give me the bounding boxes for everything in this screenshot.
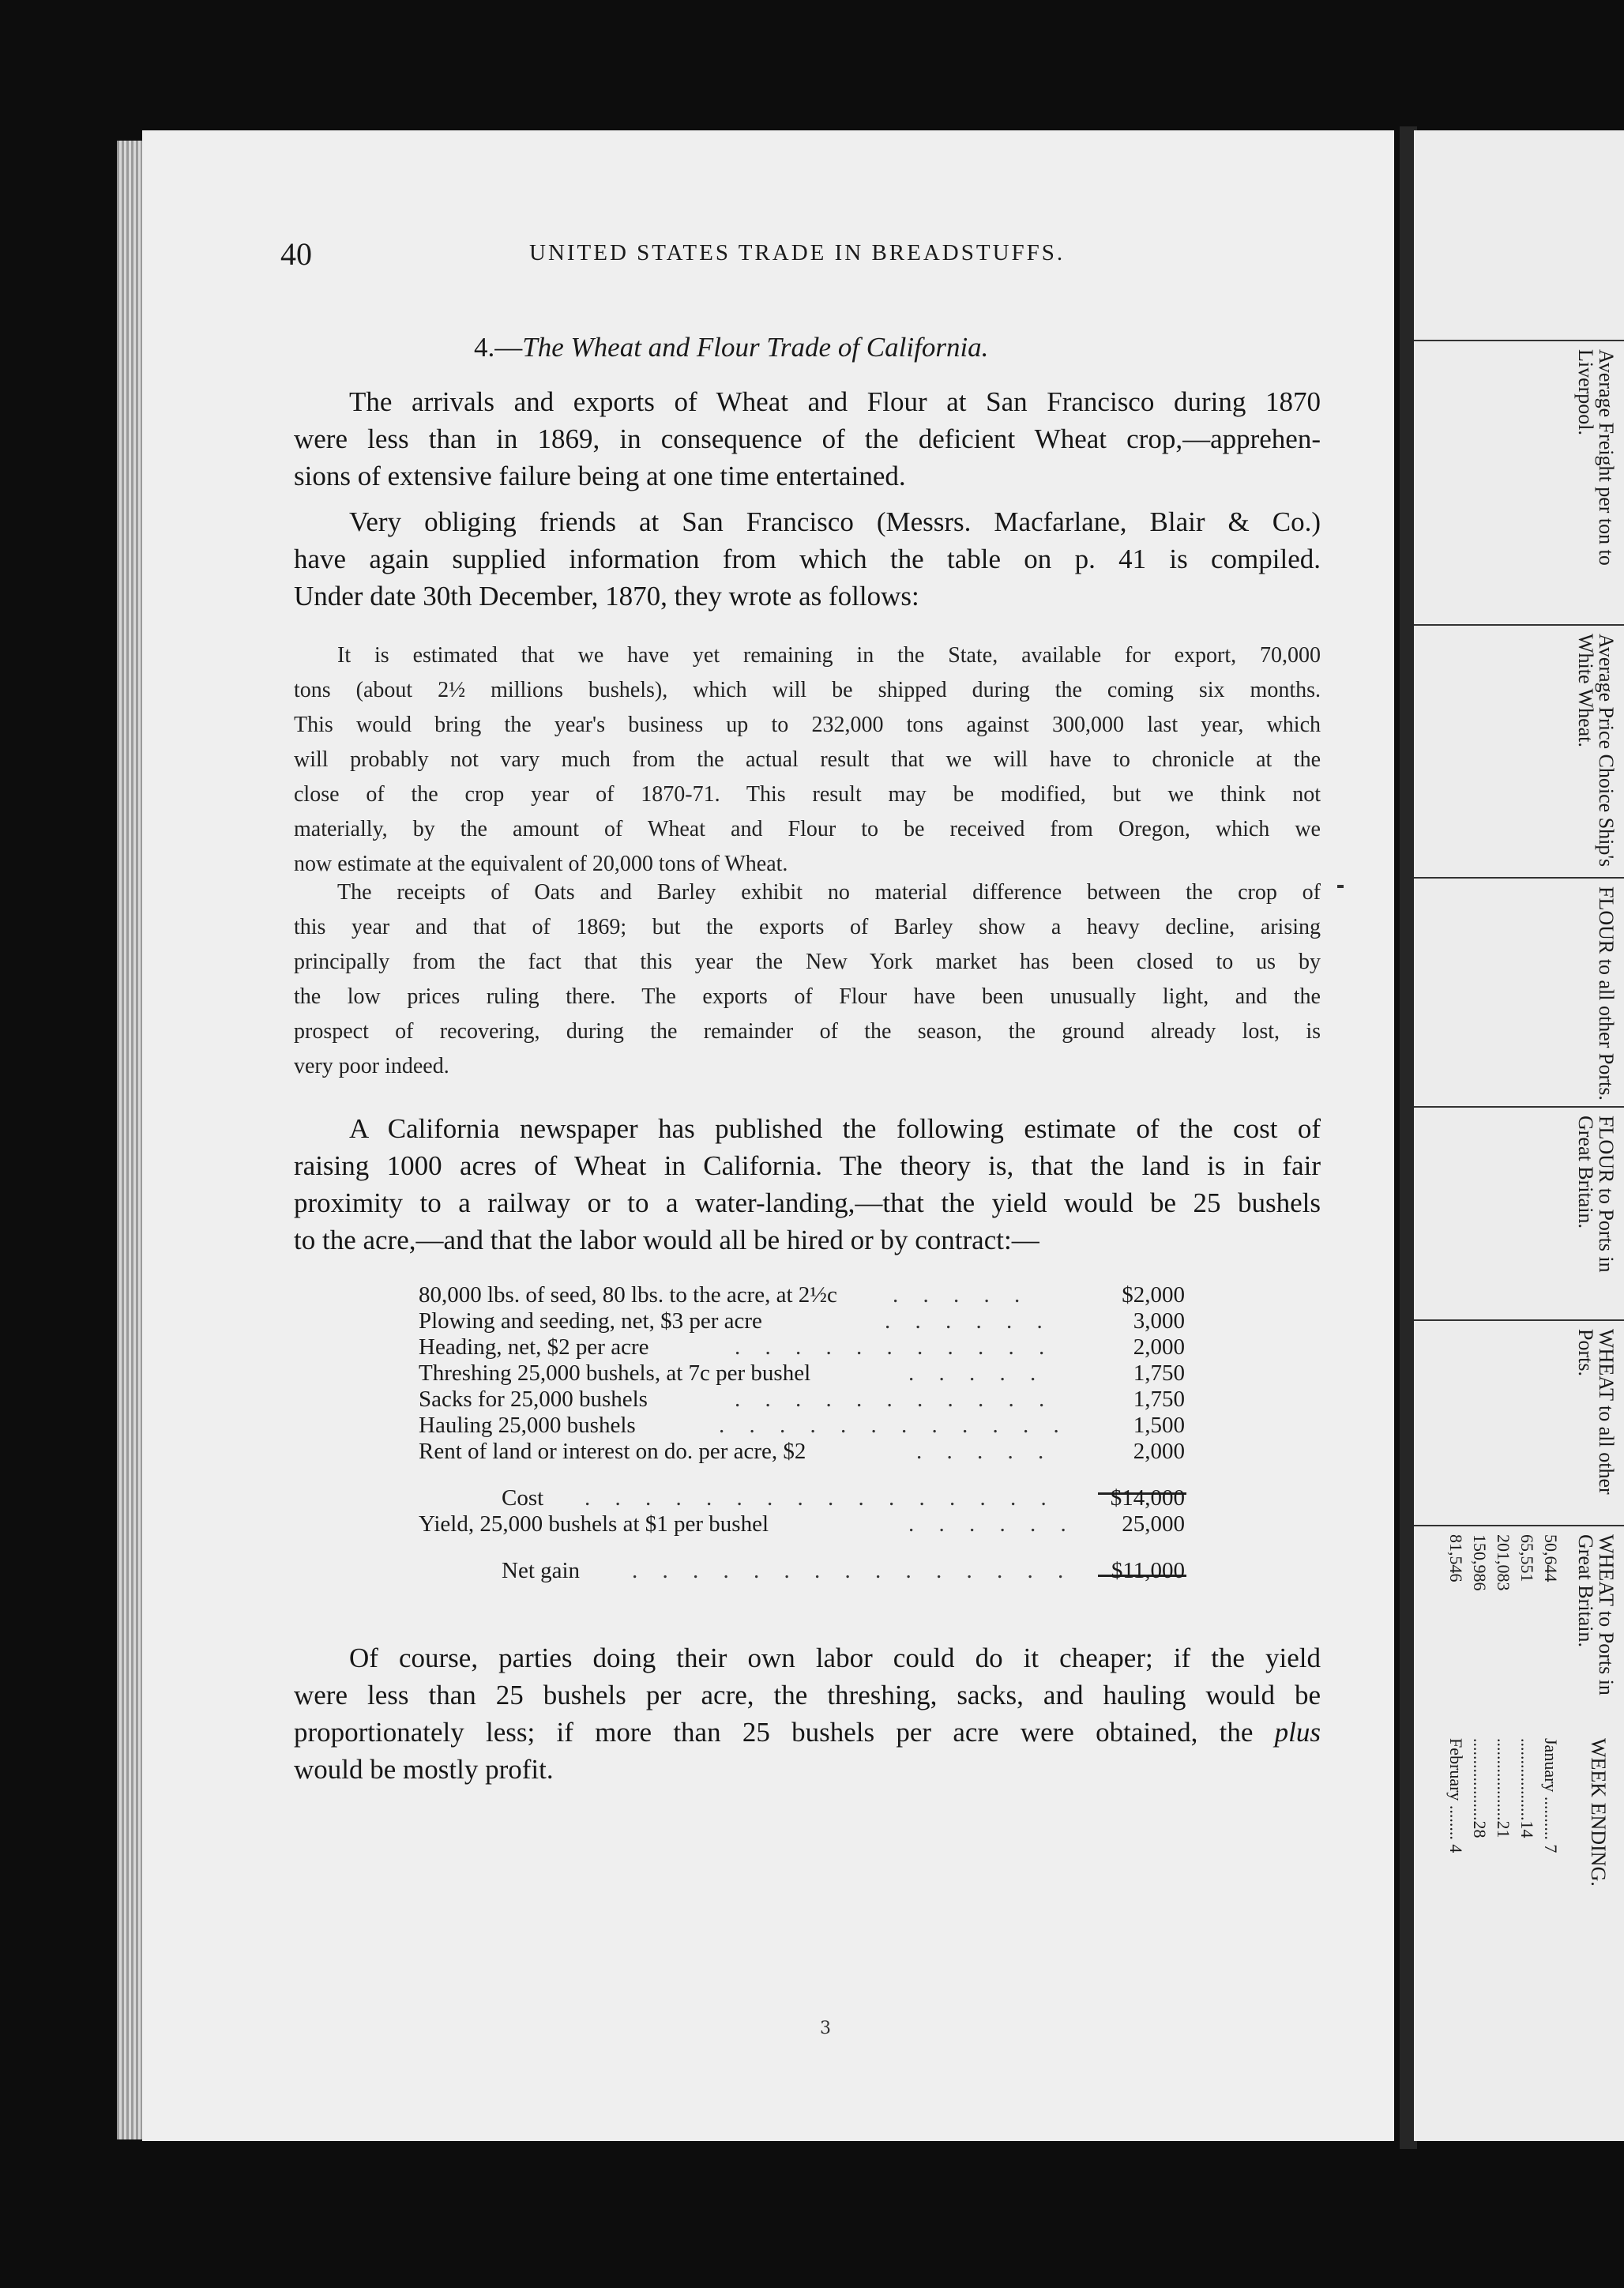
col-flour-great-britain <box>1414 1106 1624 1321</box>
cost-row <box>419 1360 1209 1387</box>
cost-row <box>419 1413 1209 1439</box>
rotated-table-body <box>1414 292 1624 2149</box>
cost-estimate-table <box>419 1282 1209 1584</box>
net-gain-value: $11,000 <box>1111 1558 1185 1583</box>
col-average-freight <box>1414 340 1624 626</box>
net-gain-row <box>419 1558 1209 1584</box>
leader-dots: . . . . . <box>893 1282 1030 1308</box>
italic-word: plus <box>1274 1717 1321 1748</box>
text-line: this year and that of 1869; but the exports of Barley show a heavy decline, arising <box>294 915 1321 939</box>
text-line: tons (about 2½ millions bushels), which will be shipped during the coming six months. <box>294 678 1321 702</box>
col-header: WEEK ENDING. <box>1587 1738 1610 1887</box>
data-cell: 150,986 <box>1470 1534 1490 1591</box>
text-line: A California newspaper has published the following estimate of the cost of <box>349 1113 1321 1144</box>
cost-row <box>419 1308 1209 1334</box>
leader-dots: . . . . . . . . . . . <box>735 1334 1054 1360</box>
text-line: would be mostly profit. <box>294 1754 554 1785</box>
leader-dots: . . . . . . . . . . . . . . . . <box>585 1485 1056 1511</box>
text-span: proportionately less; if more than 25 bushels per acre were obtained, the <box>294 1717 1275 1748</box>
cost-row-value: 1,750 <box>1133 1387 1185 1412</box>
leader-dots: . . . . . . . . . . . . . . . <box>632 1558 1073 1583</box>
col-week-ending <box>1414 1730 1624 2054</box>
leader-dots: . . . . . . <box>885 1308 1052 1334</box>
leader-dots: . . . . . . . . . . . . <box>719 1413 1069 1438</box>
col-header: Average Price Choice Ship's White Wheat. <box>1574 634 1618 867</box>
text-line: prospect of recovering, during the remainder of the season, the ground already lost, is <box>294 1019 1321 1044</box>
text-line: were less than in 1869, in consequence of the deficient Wheat crop,—apprehen- <box>294 423 1321 454</box>
week-cell: ...................14 <box>1517 1738 1537 1838</box>
cost-row-label: Rent of land or interest on do. per acre, $2 <box>419 1439 806 1464</box>
running-head: UNITED STATES TRADE IN BREADSTUFFS. <box>529 240 1066 265</box>
cost-row-value: 1,750 <box>1133 1360 1185 1386</box>
week-cell: January .......... 7 <box>1541 1738 1561 1853</box>
col-wheat-great-britain <box>1414 1525 1624 1732</box>
data-cell: 81,546 <box>1446 1534 1466 1582</box>
data-cell: 201,083 <box>1494 1534 1513 1591</box>
text-line <box>294 1714 1321 1751</box>
cost-row <box>419 1334 1209 1360</box>
rotated-shipments-table <box>1414 292 1624 2149</box>
text-line: now estimate at the equivalent of 20,000 tons of Wheat. <box>294 852 788 876</box>
cost-row-label: Sacks for 25,000 bushels <box>419 1387 648 1412</box>
col-header: WHEAT to all other Ports. <box>1574 1329 1618 1495</box>
cost-row-value: 2,000 <box>1133 1334 1185 1360</box>
leader-dots: . . . . . . <box>908 1511 1076 1537</box>
cost-row <box>419 1439 1209 1465</box>
text-line: will probably not vary much from the actual result that we will have to chronicle at the <box>294 747 1321 772</box>
signature-mark: 3 <box>820 2019 831 2038</box>
col-wheat-other-ports <box>1414 1319 1624 1526</box>
data-cell: 50,644 <box>1541 1534 1561 1582</box>
cost-row-label: Threshing 25,000 bushels, at 7c per bushel <box>419 1360 811 1386</box>
yield-row <box>419 1511 1209 1537</box>
data-cell: 65,551 <box>1517 1534 1537 1582</box>
section-title-text: The Wheat and Flour Trade of California. <box>522 332 989 363</box>
text-line: have again supplied information from which the table on p. 41 is compiled. <box>294 544 1321 574</box>
text-line: principally from the fact that this year the New York market has been closed to us by <box>294 950 1321 974</box>
section-number: 4.— <box>474 332 523 363</box>
cost-row-label: Heading, net, $2 per acre <box>419 1334 649 1360</box>
cost-row-value: 1,500 <box>1133 1413 1185 1438</box>
yield-value: 25,000 <box>1122 1511 1185 1537</box>
text-line: This would bring the year's business up to 232,000 tons against 300,000 last year, which <box>294 713 1321 737</box>
text-line: Very obliging friends at San Francisco (Messrs. Macfarlane, Blair & Co.) <box>349 506 1321 537</box>
paragraph-conclusion <box>294 1639 1321 1788</box>
text-line: very poor indeed. <box>294 1054 449 1078</box>
section-title <box>474 332 1122 363</box>
text-line: the low prices ruling there. The exports of Flour have been unusually light, and the <box>294 984 1321 1009</box>
leader-dots: . . . . . . . . . . . <box>735 1387 1054 1412</box>
col-average-price <box>1414 624 1624 879</box>
text-line: sions of extensive failure being at one time entertained. <box>294 461 906 491</box>
cost-row-label: Hauling 25,000 bushels <box>419 1413 636 1438</box>
col-header: FLOUR to all other Ports. <box>1595 886 1618 1101</box>
col-header: WHEAT to Ports in Great Britain. <box>1574 1534 1618 1695</box>
text-line: The arrivals and exports of Wheat and Flour at San Francisco during 1870 <box>349 386 1321 417</box>
week-cell: ...................28 <box>1470 1738 1490 1838</box>
margin-mark <box>1337 885 1344 888</box>
net-gain-label: Net gain <box>502 1558 581 1583</box>
quoted-letter-paragraph-1 <box>294 638 1321 882</box>
page-number: 40 <box>280 236 312 272</box>
text-line: to the acre,—and that the labor would all be hired or by contract:— <box>294 1225 1039 1255</box>
col-header: FLOUR to Ports in Great Britain. <box>1574 1116 1618 1273</box>
text-line: materially, by the amount of Wheat and Flour to be received from Oregon, which we <box>294 817 1321 841</box>
text-line: The receipts of Oats and Barley exhibit no material difference between the crop of <box>337 880 1321 905</box>
quoted-letter-paragraph-2 <box>294 875 1321 1084</box>
cost-row-value: 3,000 <box>1133 1308 1185 1334</box>
cost-total-row <box>419 1485 1209 1511</box>
paragraph-friends <box>294 503 1321 615</box>
text-line: It is estimated that we have yet remaining in the State, available for export, 70,000 <box>337 643 1321 668</box>
cost-row <box>419 1387 1209 1413</box>
text-line: Under date 30th December, 1870, they wrote as follows: <box>294 581 919 612</box>
text-line: proximity to a railway or to a water-landing,—that the yield would be 25 bushels <box>294 1187 1321 1218</box>
cost-row-label: Plowing and seeding, net, $3 per acre <box>419 1308 762 1334</box>
cost-row-label: 80,000 lbs. of seed, 80 lbs. to the acre, at 2½c <box>419 1282 837 1308</box>
paragraph-arrivals <box>294 383 1321 495</box>
cost-row-value: $2,000 <box>1122 1282 1185 1308</box>
leader-dots: . . . . . <box>908 1360 1046 1386</box>
leader-dots: . . . . . <box>916 1439 1054 1464</box>
text-line: were less than 25 bushels per acre, the threshing, sacks, and hauling would be <box>294 1680 1321 1710</box>
week-cell: ...................21 <box>1494 1738 1513 1838</box>
paragraph-newspaper-estimate <box>294 1110 1321 1259</box>
text-line: Of course, parties doing their own labor could do it cheaper; if the yield <box>349 1643 1321 1673</box>
text-line: close of the crop year of 1870-71. This result may be modified, but we think not <box>294 782 1321 807</box>
cost-total-value: $14,000 <box>1110 1485 1185 1511</box>
yield-label: Yield, 25,000 bushels at $1 per bushel <box>419 1511 769 1537</box>
week-cell: February ........ 4 <box>1446 1738 1466 1853</box>
cost-row-value: 2,000 <box>1133 1439 1185 1464</box>
cost-total-label: Cost <box>502 1485 544 1511</box>
col-header: Average Freight per ton to Liverpool. <box>1574 349 1618 566</box>
text-line: raising 1000 acres of Wheat in California. The theory is, that the land is in fair <box>294 1150 1321 1181</box>
cost-row <box>419 1282 1209 1308</box>
col-flour-other-ports <box>1414 877 1624 1108</box>
